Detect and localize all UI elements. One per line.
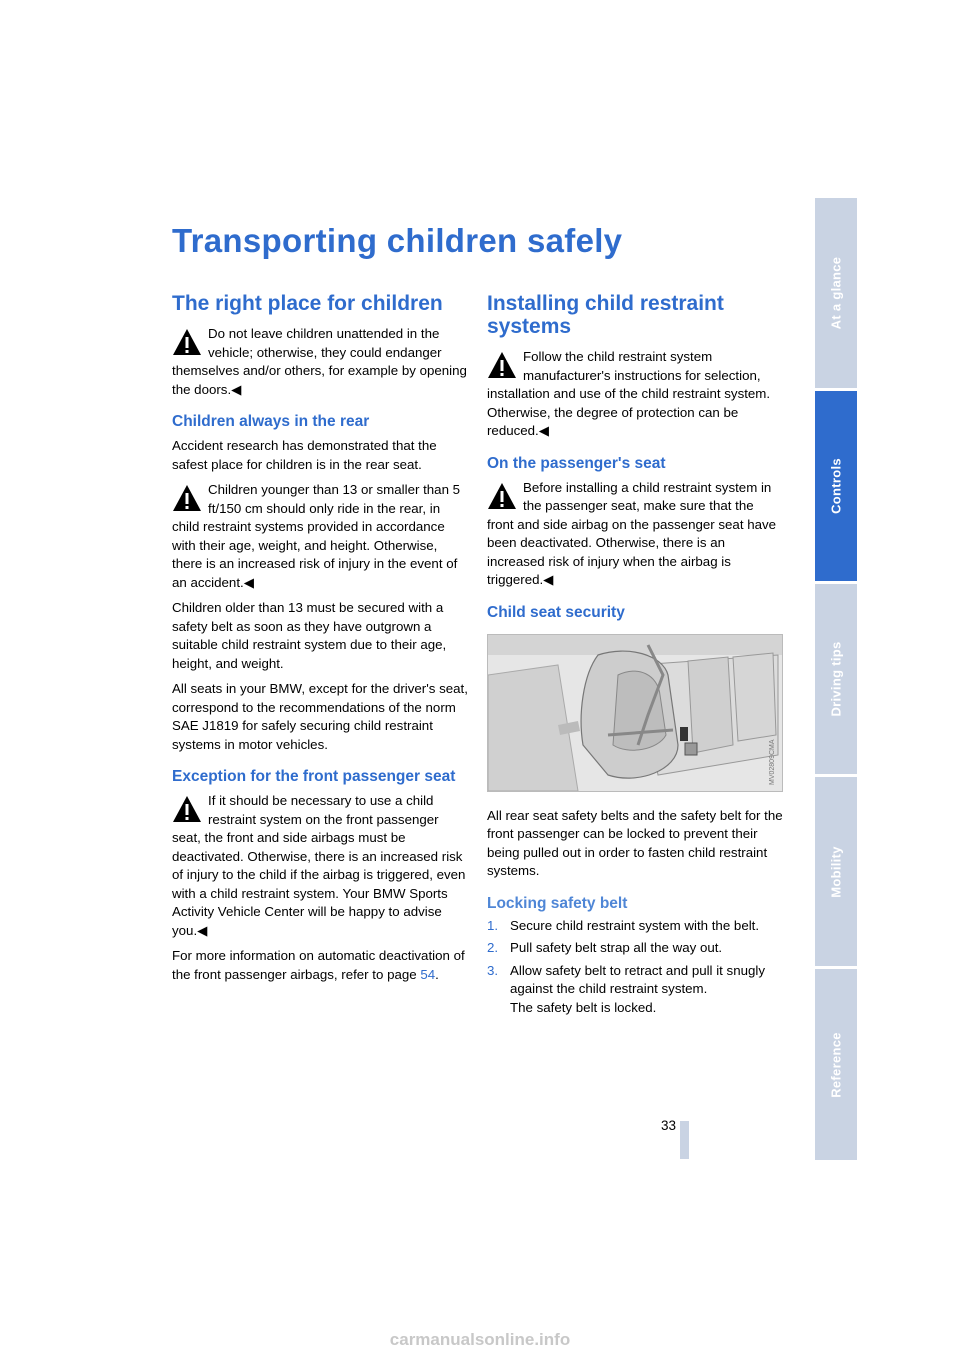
warning-triangle-icon	[487, 351, 517, 379]
warning-passenger-airbag: Before installing a child restraint system in the passenger seat, make sure that the front and side airbag on the passenger seat have been deactivated. Otherwise, there is an increased risk of injury when the airbag is triggered.◀	[487, 479, 777, 587]
section-heading-installing: Installing child restraint systems	[487, 292, 724, 338]
right-column	[487, 292, 783, 1021]
paragraph-children-older: Children older than 13 must be secured with a safety belt as soon as they have outgrown a suitable child restraint system due to their age, height, and weight.	[172, 600, 447, 671]
tab-controls[interactable]: Controls	[815, 391, 857, 581]
tab-reference[interactable]: Reference	[815, 969, 857, 1160]
warning-manufacturer: Follow the child restraint system manufacturer's instructions for selection, installation and use of the child restraint system. Otherwise, the degree of protection can be reduced.◀	[487, 349, 771, 438]
subheading-child-seat-security: Child seat security	[487, 603, 625, 621]
list-item: 3. Allow safety belt to retract and pull it snugly against the child restraint system. The safety belt is locked.	[487, 962, 765, 1015]
left-column	[172, 292, 468, 991]
section-heading-right-place: The right place for children	[172, 292, 443, 315]
footer-watermark: carmanualsonline.info	[389, 1330, 571, 1349]
page-number-bar	[680, 1121, 689, 1159]
warning-triangle-icon	[172, 795, 202, 823]
warning-triangle-icon	[172, 484, 202, 512]
warning-children-under-13: Children younger than 13 or smaller than 5 ft/150 cm should only ride in the rear, in child restraint systems provided in accordance with their age, weight, and height. Otherwise, there is an increased risk of injury in the event of an accident.◀	[172, 482, 461, 590]
paragraph-seats-norm: All seats in your BMW, except for the driver's seat, correspond to the recommendations of the norm SAE J1819 for safely securing child restraint systems in motor vehicles.	[172, 681, 468, 752]
warning-triangle-icon	[172, 328, 202, 356]
list-item: 1. Secure child restraint system with the belt.	[487, 917, 760, 933]
paragraph-accident-research: Accident research has demonstrated that the safest place for children is in the rear seat.	[172, 438, 437, 472]
child-seat-illustration	[487, 634, 783, 792]
subheading-children-rear: Children always in the rear	[172, 413, 370, 430]
chapter-sidebar	[815, 198, 857, 1160]
warning-triangle-icon	[487, 482, 517, 510]
tab-mobility[interactable]: Mobility	[815, 777, 857, 966]
image-code: MV02809CMA	[769, 738, 776, 785]
list-item: 2. Pull safety belt strap all the way out.	[487, 940, 723, 955]
page-link[interactable]: 54	[420, 966, 436, 982]
tab-driving-tips[interactable]: Driving tips	[815, 584, 857, 774]
page-title: Transporting children safely	[172, 222, 623, 259]
subheading-locking-belt: Locking safety belt	[487, 894, 628, 912]
warning-front-passenger: If it should be necessary to use a child restraint system on the front passenger seat, the front and side airbags must be deactivated. Otherwise, there is an increased risk of injury to the child if the airbag is triggered, even with a child restraint system. Your BMW Sports Activity Vehicle Center will be happy to advise you.◀	[172, 793, 466, 938]
subheading-exception-front: Exception for the front passenger seat	[172, 768, 456, 785]
paragraph-rear-seat-belts: All rear seat safety belts and the safety belt for the front passenger can be locked to prevent their being pulled out in order to fasten child restraint systems.	[487, 807, 783, 878]
locking-steps-list	[487, 917, 783, 1018]
paragraph-more-info: For more information on automatic deactivation of the front passenger airbags, refer to page 54.	[172, 948, 465, 982]
warning-unattended: Do not leave children unattended in the vehicle; otherwise, they could endanger themselves and/or others, for example by opening the doors.◀	[172, 326, 467, 397]
tab-at-a-glance[interactable]: At a glance	[815, 198, 857, 388]
page-number: 33	[660, 1118, 676, 1133]
subheading-passenger-seat: On the passenger's seat	[487, 454, 666, 472]
step-result: The safety belt is locked.	[510, 999, 657, 1015]
